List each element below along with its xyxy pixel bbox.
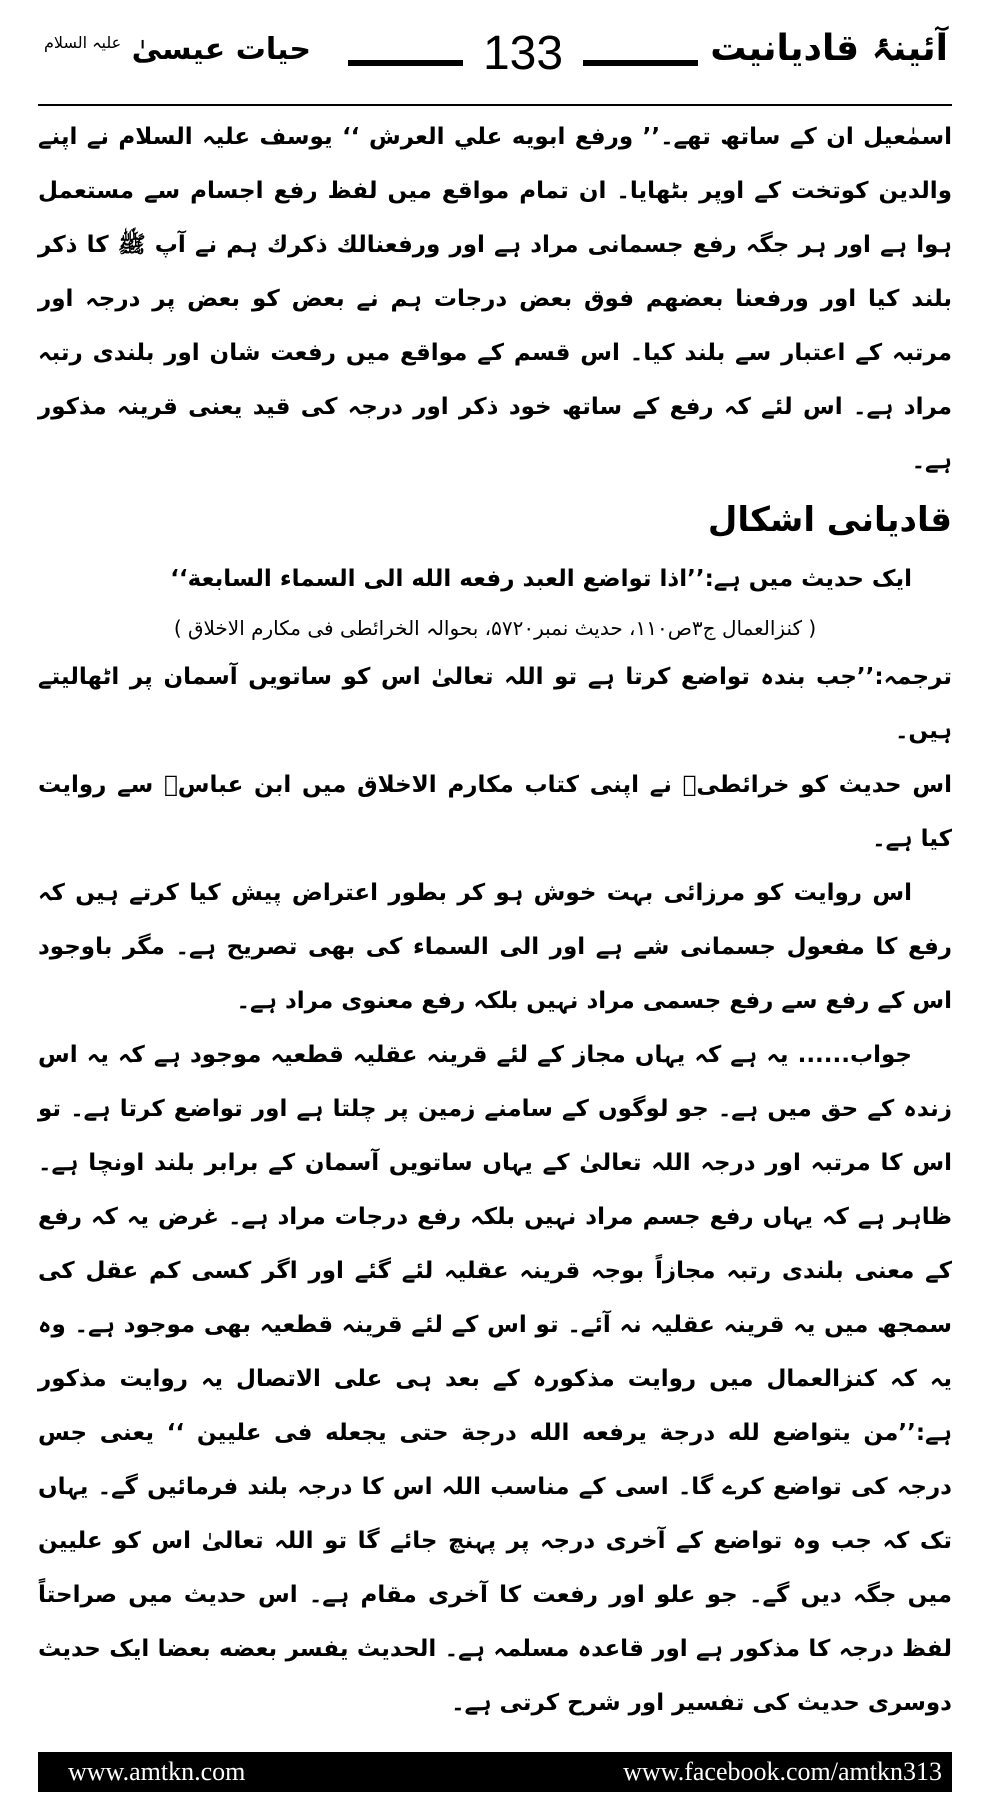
hadith-quote: ایک حدیث میں ہے:’’اذا تواضع العبد رفعه الله الى السماء السابعة‘‘	[170, 566, 912, 592]
facebook-link[interactable]: www.facebook.com/amtkn313	[623, 1757, 942, 1786]
answer-paragraph: جواب...... یہ ہے کہ یہاں مجاز کے لئے قرینہ عقلیہ قطعیہ موجود ہے کہ یہ اس زندہ کے حق میں ہے۔ جو لوگوں کے سامنے زمین پر چلتا ہے اور تواضع کرتا ہے۔ تو اس کا مرتبہ اور درجہ اللہ تعالیٰ کے یہاں ساتویں آسمان کے برابر بلند اونچا ہے۔ ظاہر ہے کہ یہاں رفع جسم مراد نہیں بلکہ رفع درجات مراد ہے۔ غرض یہ کہ رفع کے معنی بلندی رتبہ مجازاً بوجہ قرینہ عقلیہ لئے گئے اور اگر کسی کم عقل کی سمجھ میں یہ قرینہ عقلیہ نہ آئے۔ تو اس کے لئے قرینہ قطعیہ بھی موجود ہے۔ وہ یہ کہ کنزالعمال میں روایت مذکورہ کے بعد ہی علی الاتصال یہ روایت مذکور ہے:’’من يتواضع لله درجة يرفعه الله درجة حتى يجعله فى عليين ‘‘ یعنی جس درجہ کی تواضع کرے گا۔ اسی کے مناسب اللہ اس کا درجہ بلند فرمائیں گے۔ یہاں تک کہ جب وہ تواضع کے آخری درجہ پر پہنچ جائے گا تو اللہ تعالیٰ اس کو علیین میں جگہ دیں گے۔ جو علو اور رفعت کا آخری مقام ہے۔ اس حدیث میں صراحتاً لفظ درجہ کا مذکور ہے اور قاعدہ مسلمہ ہے۔ الحديث يفسر بعضه بعضا ایک حدیث دوسری حدیث کی تفسیر اور شرح کرتی ہے۔	[38, 1042, 952, 1716]
narration-source: اس حدیث کو خرائطیؒ نے اپنی کتاب مکارم الاخلاق میں ابن عباسؓ سے روایت کیا ہے۔	[38, 772, 952, 852]
chapter-title: حیات عیسیٰ	[131, 32, 311, 67]
page-footer	[38, 1752, 952, 1792]
page-header	[38, 18, 952, 98]
translation: ترجمہ:’’جب بندہ تواضع کرتا ہے تو اللہ تعالیٰ اس کو ساتویں آسمان پر اٹھالیتے ہیں۔	[38, 664, 952, 744]
header-rule-left	[348, 60, 463, 66]
book-title: آئینۂ قادیانیت	[710, 28, 948, 69]
page-number-block	[348, 27, 698, 80]
page-body	[38, 110, 952, 1730]
header-rule-right	[583, 60, 698, 66]
paragraph-rafa-meanings: اسمٰعیل ان کے ساتھ تھے۔’’ ورفع ابويه علي العرش ‘‘ یوسف علیہ السلام نے اپنے والدین کوتخت کے اوپر بٹھایا۔ ان تمام مواقع میں لفظ رفع اجسام سے مستعمل ہوا ہے اور ہر جگہ رفع جسمانی مراد ہے اور ورفعنالك ذكرك ہم نے آپ ﷺ کا ذکر بلند کیا اور ورفعنا بعضهم فوق بعض درجات ہم نے بعض کو بعض پر درجہ اور مرتبہ کے اعتبار سے بلند کیا۔ اس قسم کے مواقع میں رفعت شان اور بلندی رتبہ مراد ہے۔ اس لئے کہ رفع کے ساتھ خود ذکر اور درجہ کی قید یعنی قرینہ مذکور ہے۔	[38, 124, 952, 474]
chapter-honorific: علیہ السلام	[44, 33, 122, 52]
page-number: 133	[482, 27, 564, 80]
hadith-reference: ( کنزالعمال ج۳ص۱۱۰، حدیث نمبر۵۷۲۰، بحوالہ الخرائطی فی مکارم الاخلاق )	[173, 616, 817, 640]
chapter-title-block	[44, 32, 311, 67]
section-heading: قادیانی اشکال	[707, 500, 952, 540]
website-link[interactable]: www.amtkn.com	[68, 1757, 246, 1786]
header-divider	[38, 104, 952, 106]
page	[38, 0, 952, 1800]
qadiani-objection: اس روایت کو مرزائی بہت خوش ہو کر بطور اعتراض پیش کیا کرتے ہیں کہ رفع کا مفعول جسمانی شے ہے اور الى السماء کی بھی تصریح ہے۔ مگر باوجود اس کے رفع سے رفع جسمی مراد نہیں بلکہ رفع معنوی مراد ہے۔	[38, 880, 952, 1014]
